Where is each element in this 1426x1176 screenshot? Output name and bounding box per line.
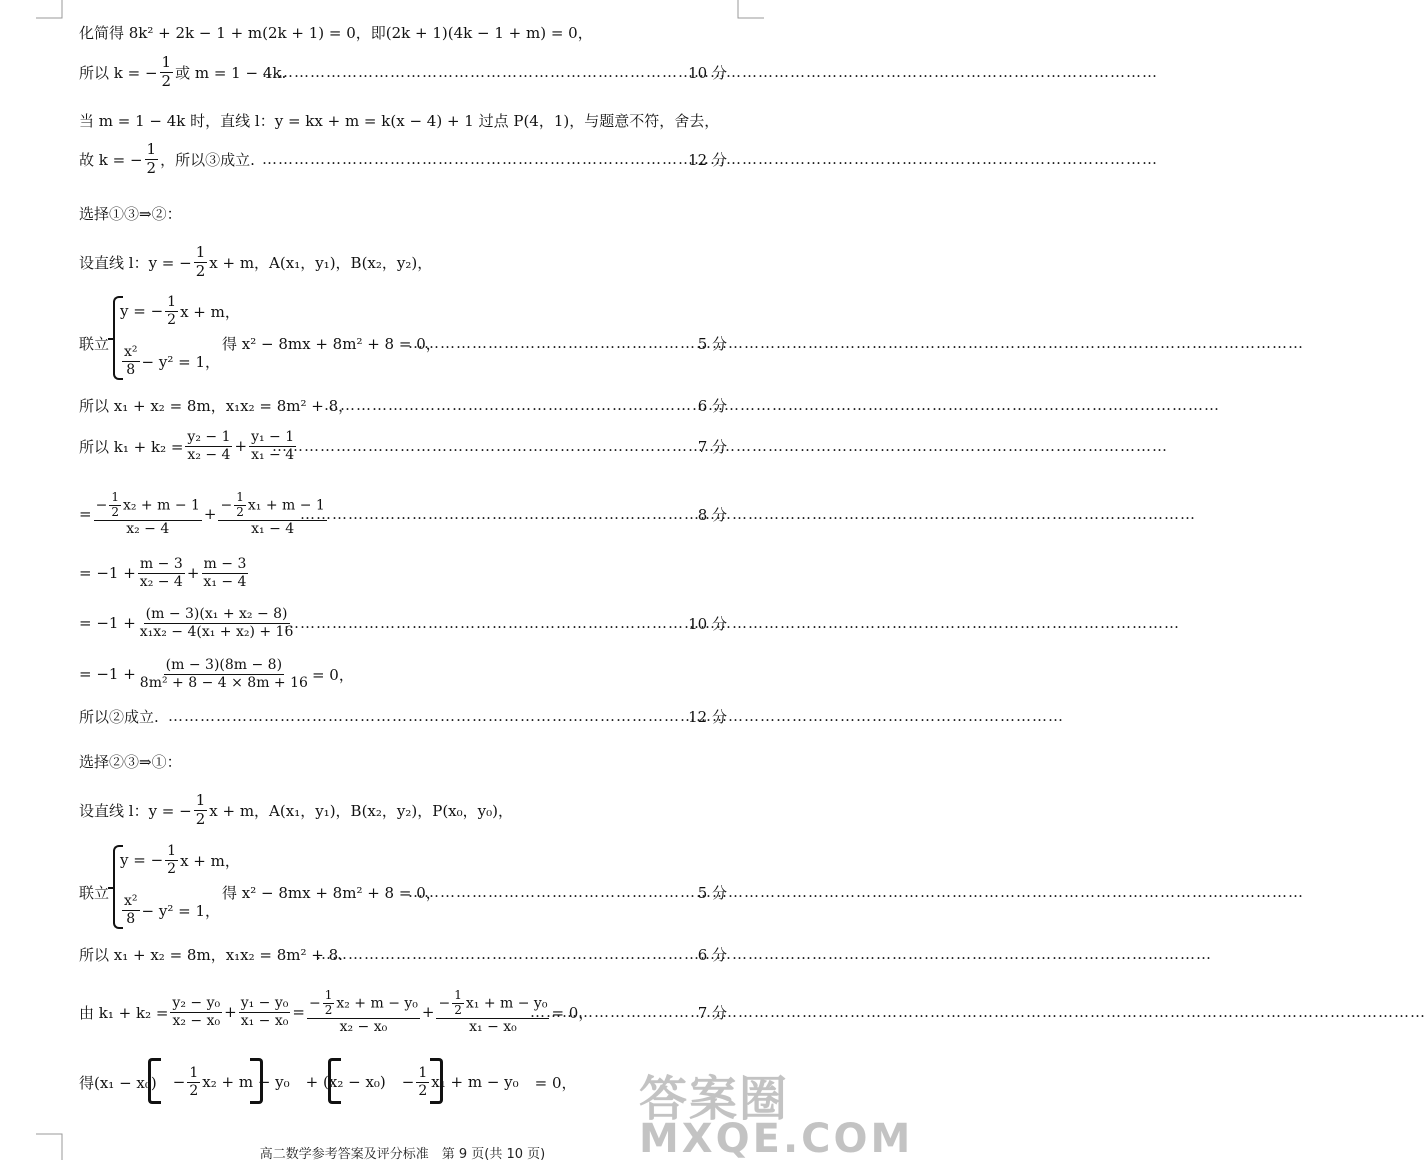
text-line: 联立 [79,883,110,902]
fraction: − $\frac{1}{2}$ x₂ + m − 1 x₂ − 4 [95,490,200,537]
text-line: 由 k₁ + k₂ = $\frac{\text{y₂ − y₀}}{\text{x₂ − x₀}}$ + $\frac{\text{y₁ − y₀}}{\text{x₁ − x₀}}$ = − $\frac{1}{2}$ x₂ + m − y₀ x₂ − x₀ + − $\frac{1}{2}$ x₁ + m − y₀ x₁ − x₀ = 0， [79,988,594,1035]
text-line: 所以②成立. [79,707,159,726]
right-parenthesis [250,1058,263,1104]
page-footer: 高二数学参考答案及评分标准 第 9 页(共 10 页) [259,1147,546,1162]
fraction: $\frac{\text{y₂ − y₀}}{\text{x₂ − x₀}}$ [172,995,221,1029]
watermark-logo [609,1060,914,1170]
leader-dots [530,998,694,1026]
fraction: $\frac{\text{y₂ − 1}}{\text{x₂ − 4}}$ [187,429,231,463]
leader-dots [300,500,696,528]
fraction: $\frac{1}{2}$ [418,1065,428,1099]
text-line: 所以 x₁ + x₂ = 8m，x₁x₂ = 8m² + 8， [79,396,354,415]
leader-dots [284,609,692,637]
score-label: 12 分 [688,150,727,169]
leader-dots [408,878,696,906]
text-line: = −1 + $\frac{m - 3}{\text{x₂ − 4}}$ + $\frac{m - 3}{\text{x₁ − 4}}$ [79,556,247,590]
text-line: 所以 x₁ + x₂ = 8m，x₁x₂ = 8m² + 8. [79,945,343,964]
left-parenthesis [148,1058,161,1104]
score-label: 8 分 [697,505,727,524]
text-line: 得 x² − 8mx + 8m² + 8 = 0， [222,334,441,353]
fraction: $\frac{1}{2}$ [195,243,206,280]
fraction: $\frac{\text{y₁ − 1}}{\text{x₁ − 4}}$ [251,429,295,463]
equation-system: y = − $\frac{1}{2}$ x + m， $\frac{\text{x²}}{8}$ − y² = 1， [120,294,240,378]
fraction: $\frac{\text{(m − 3)(x₁ + x₂ − 8)}}{\text{x₁x₂ − 4(x₁ + x₂) + 16}}$ [139,606,294,640]
fraction: $\frac{\text{x²}}{8}$ [124,344,138,378]
watermark-text: MXQE.COM [639,1116,914,1162]
watermark-text: 答案圈 [639,1071,790,1127]
text-line: 设直线 l：y = − $\frac{1}{2}$ x + m，A(x₁，y₁)，B(x₂，y₂)， [79,243,433,280]
text-line: 得(x₁ − x₀) − $\frac{1}{2}$ x₂ + m − y₀ + (x₂ − x₀) − $\frac{1}{2}$ x₁ + m − y₀ = 0， [79,1065,577,1099]
text-line: 所以 k = − $\frac{1}{2}$ 或 m = 1 − 4k. [79,53,287,90]
text-line: 所以 k₁ + k₂ = $\frac{\text{y₂ − 1}}{\text{x₂ − 4}}$ + $\frac{\text{y₁ − 1}}{\text{x₁ − 4}}$ [79,429,295,463]
section-heading: 选择②③⇒①： [79,752,182,771]
fraction: $\frac{1}{2}$ [189,1065,199,1099]
text-line: = −1 + $\frac{\text{(m − 3)(x₁ + x₂ − 8)}}{\text{x₁x₂ − 4(x₁ + x₂) + 16}}$ [79,606,294,640]
fraction: $\frac{\text{y₁ − y₀}}{\text{x₁ − x₀}}$ [240,995,289,1029]
leader-dots [262,145,692,173]
corner-mark-top-right [736,0,764,20]
score-label: 7 分 [697,1003,727,1022]
leader-dots [316,940,692,968]
fraction: − $\frac{1}{2}$ x₁ + m − y₀ x₁ − x₀ [438,988,548,1035]
score-label: 6 分 [697,945,727,964]
score-label: 7 分 [697,437,727,456]
fraction: − $\frac{1}{2}$ x₁ + m − 1 x₁ − 4 [220,490,325,537]
leader-dots [168,702,688,730]
leader-dots [272,432,700,460]
text-line: = − $\frac{1}{2}$ x₂ + m − 1 x₂ − 4 + − $\frac{1}{2}$ x₁ + m − 1 x₁ − 4 [79,490,325,537]
fraction: $\frac{\text{x²}}{8}$ [124,893,138,927]
text-line: 化简得 8k² + 2k − 1 + m(2k + 1) = 0，即(2k + 1)(4k − 1 + m) = 0， [79,23,593,42]
score-label: 10 分 [688,63,727,82]
left-parenthesis [328,1058,341,1104]
text-line: 得 x² − 8mx + 8m² + 8 = 0， [222,883,441,902]
leader-dots [324,391,690,419]
equation-system: y = − $\frac{1}{2}$ x + m， $\frac{\text{x²}}{8}$ − y² = 1， [120,843,240,927]
text-line: 设直线 l：y = − $\frac{1}{2}$ x + m，A(x₁，y₁)，B(x₂，y₂)，P(x₀，y₀)， [79,791,513,828]
fraction: $\frac{m - 3}{\text{x₂ − 4}}$ [139,556,183,590]
score-label: 5 分 [697,883,727,902]
fraction: $\frac{(m - 3)(8m - 8)}{\text{8m² + 8 − 4 × 8m + 16}}$ [139,657,308,691]
text-line: = −1 + $\frac{(m - 3)(8m - 8)}{\text{8m² + 8 − 4 × 8m + 16}}$ = 0， [79,657,354,691]
right-parenthesis [430,1058,443,1104]
score-label: 12 分 [688,707,727,726]
leader-dots [408,329,696,357]
fraction: $\frac{1}{2}$ [167,843,177,877]
fraction: $\frac{1}{2}$ [146,140,157,177]
text-line: 故 k = − $\frac{1}{2}$ ，所以③成立. [79,140,255,177]
fraction: $\frac{1}{2}$ [161,53,172,90]
corner-mark-top-left [36,0,64,20]
score-label: 6 分 [697,396,727,415]
score-label: 10 分 [688,614,727,633]
section-heading: 选择①③⇒②： [79,204,182,223]
leader-dots [262,58,674,86]
fraction: − $\frac{1}{2}$ x₂ + m − y₀ x₂ − x₀ [308,988,418,1035]
fraction: $\frac{1}{2}$ [195,791,206,828]
score-label: 5 分 [697,334,727,353]
text-line: 联立 [79,334,110,353]
fraction: $\frac{m - 3}{\text{x₁ − 4}}$ [203,556,247,590]
text-line: 当 m = 1 − 4k 时，直线 l：y = kx + m = k(x − 4) + 1 过点 P(4，1)，与题意不符，舍去， [79,111,720,130]
fraction: $\frac{1}{2}$ [167,294,177,328]
